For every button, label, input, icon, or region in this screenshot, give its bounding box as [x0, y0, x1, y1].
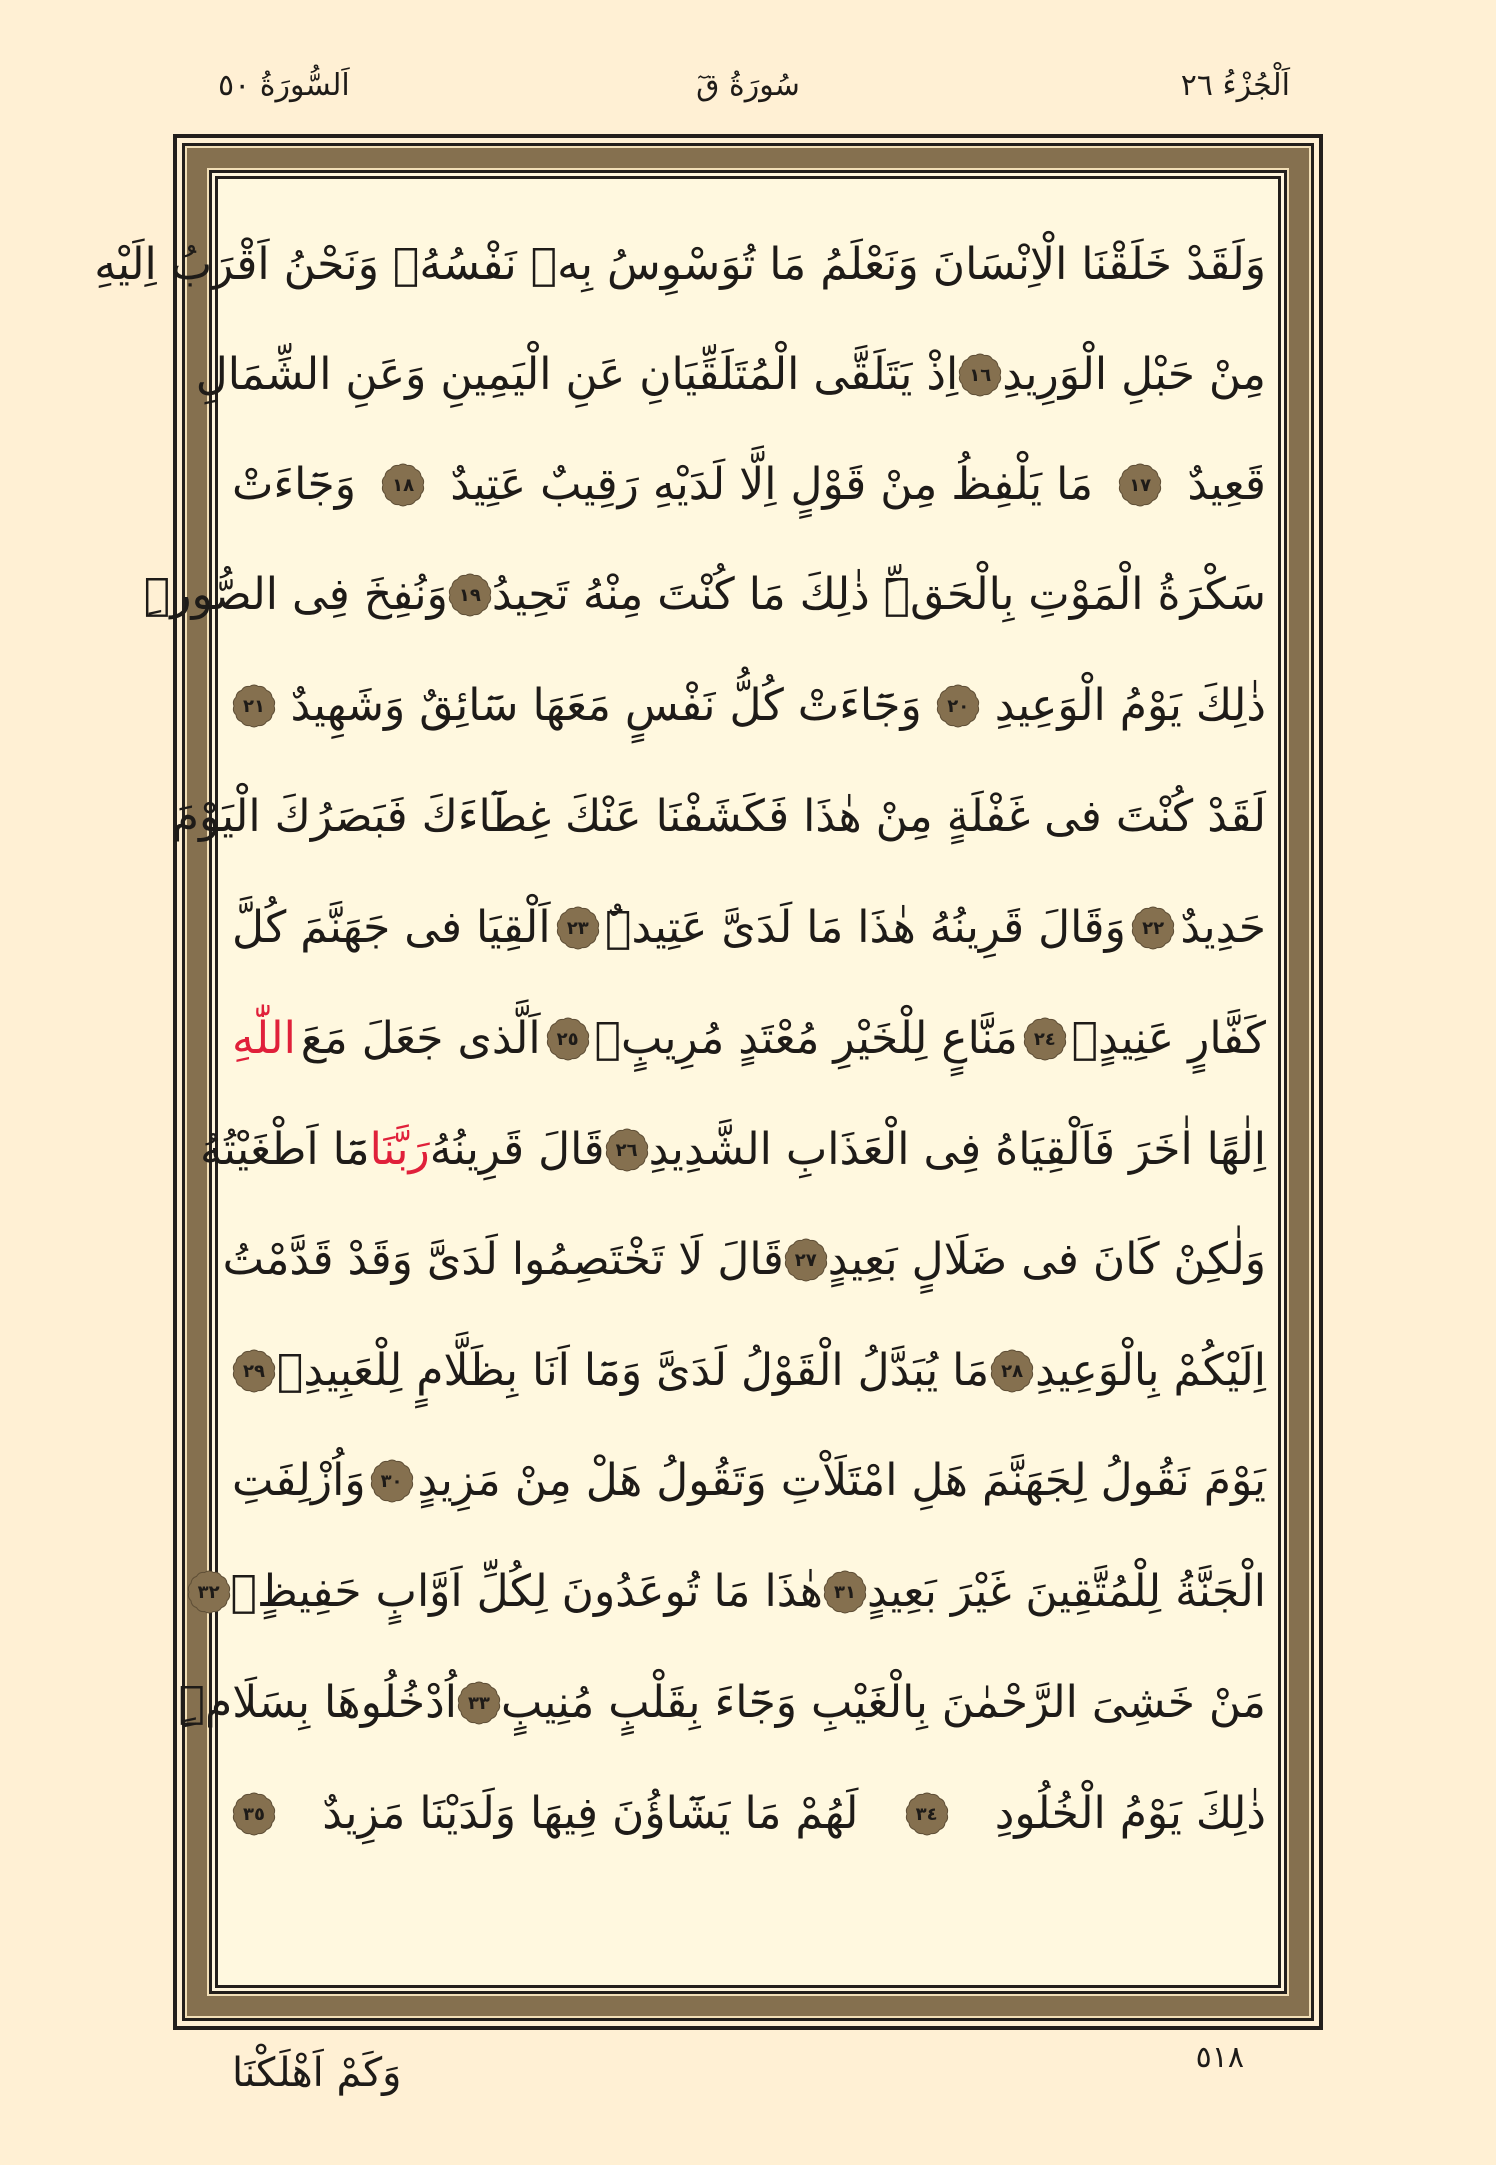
- verse-marker-icon: [823, 1570, 867, 1614]
- verse-number: ٢٠: [947, 695, 970, 717]
- verse-number: ٢١: [243, 695, 265, 717]
- divine-name-text: اللّٰهِ: [232, 1013, 296, 1064]
- surah-title: سُورَةُ قٓ: [696, 68, 800, 103]
- verse-marker-icon: [556, 906, 600, 950]
- divine-name-text: رَبَّنَا: [369, 1124, 430, 1175]
- verse-text: وَقَالَ قَرِينُهُ هٰذَا مَا لَدَىَّ عَتِيدٌۜ: [605, 902, 1126, 953]
- verse-number: ١٨: [392, 474, 415, 496]
- verse-marker-icon: [448, 573, 492, 617]
- verse-text: اِذْ يَتَلَقَّى الْمُتَلَقِّيَانِ عَنِ الْيَمِينِ وَعَنِ الشِّمَالِ: [195, 349, 959, 400]
- verse-text: مِنْ حَبْلِ الْوَرِيدِ: [1002, 349, 1266, 400]
- verse-text: وَاُزْلِفَتِ: [232, 1455, 366, 1506]
- verse-number: ١٩: [458, 584, 481, 606]
- verse-text: حَدِيدٌ: [1180, 902, 1266, 953]
- text-line: [197, 1542, 1266, 1642]
- text-line: [199, 1100, 1266, 1200]
- text-line: [232, 656, 1266, 756]
- text-line: [222, 1210, 1266, 1310]
- verse-text: اَلْقِيَا فى جَهَنَّمَ كُلَّ: [232, 902, 551, 953]
- verse-marker-icon: [232, 1349, 276, 1393]
- text-line: [232, 989, 1266, 1089]
- verse-text: قَعِيدٌ: [1187, 459, 1266, 510]
- text-line: [232, 1764, 1266, 1864]
- verse-text: هٰذَا مَا تُوعَدُونَ لِكُلِّ اَوَّابٍ حَفِيظٍۚ: [230, 1566, 823, 1617]
- text-line: [195, 325, 1266, 425]
- verse-text: اِلَيْكُمْ بِالْوَعِيدِ: [1035, 1345, 1266, 1396]
- verse-text: ذٰلِكَ يَوْمُ الْخُلُودِ: [994, 1788, 1266, 1839]
- verse-text: قَالَ قَرِينُهُ: [429, 1124, 605, 1175]
- verse-text: اِلٰهًا اٰخَرَ فَاَلْقِيَاهُ فِى الْعَذَابِ الشَّدِيدِ: [648, 1124, 1266, 1175]
- verse-marker-icon: [381, 463, 425, 507]
- surah-number-label: اَلسُّورَةُ ٥٠: [218, 68, 350, 103]
- verse-number: ٣١: [834, 1581, 856, 1603]
- verse-marker-icon: [457, 1681, 501, 1725]
- text-line: [232, 435, 1266, 535]
- verse-text: ذٰلِكَ يَوْمُ الْوَعِيدِ: [994, 680, 1266, 731]
- verse-number: ٣٣: [467, 1692, 490, 1714]
- text-line: [232, 1431, 1266, 1531]
- verse-marker-icon: [370, 1459, 414, 1503]
- verse-text: اُدْخُلُوهَا بِسَلَامٍۜ: [178, 1677, 457, 1728]
- verse-marker-icon: [546, 1017, 590, 1061]
- verse-number: ٣٥: [243, 1803, 265, 1825]
- verse-number: ١٦: [969, 364, 992, 386]
- verse-text: كَفَّارٍ عَنِيدٍۙ: [1071, 1013, 1266, 1064]
- verse-marker-icon: [187, 1570, 231, 1614]
- verse-marker-icon: [958, 353, 1002, 397]
- verse-number: ٣٠: [380, 1470, 403, 1492]
- verse-text: اَلَّذى جَعَلَ مَعَ: [300, 1013, 541, 1064]
- verse-marker-icon: [1023, 1017, 1067, 1061]
- quran-text-area: [94, 215, 1266, 1985]
- verse-text: وَلَقَدْ خَلَقْنَا الْاِنْسَانَ وَنَعْلَمُ مَا تُوَسْوِسُ بِهٖ نَفْسُهُۚ وَنَحْنُ اَقْرَبُ اِلَيْهِ: [94, 239, 1266, 290]
- verse-marker-icon: [232, 684, 276, 728]
- verse-text: وَنُفِخَ فِى الصُّورِۜ: [143, 569, 448, 620]
- verse-marker-icon: [990, 1349, 1034, 1393]
- verse-text: مَنَّاعٍ لِلْخَيْرِ مُعْتَدٍ مُرِيبٍۙ: [594, 1013, 1018, 1064]
- text-line: [94, 215, 1266, 315]
- page-number: ٥١٨: [1195, 2040, 1244, 2075]
- verse-number: ٢٦: [615, 1139, 638, 1161]
- text-line: [232, 1321, 1266, 1421]
- verse-text: مَا يُبَدَّلُ الْقَوْلُ لَدَىَّ وَمَٓا اَنَا بِظَلَّامٍ لِلْعَبِيدِۖ: [276, 1345, 990, 1396]
- verse-number: ٢٣: [566, 917, 589, 939]
- text-line: [232, 878, 1266, 978]
- verse-number: ٢٧: [794, 1249, 817, 1271]
- verse-marker-icon: [232, 1792, 276, 1836]
- verse-text: وَجَٓاءَتْ: [232, 459, 356, 510]
- verse-text: مَنْ خَشِىَ الرَّحْمٰنَ بِالْغَيْبِ وَجَٓاءَ بِقَلْبٍ مُنِيبٍ: [500, 1677, 1266, 1728]
- verse-marker-icon: [1131, 906, 1175, 950]
- page-header: [0, 68, 1496, 118]
- verse-number: ١٧: [1129, 474, 1152, 496]
- text-line: [171, 767, 1266, 867]
- verse-marker-icon: [1118, 463, 1162, 507]
- verse-text: الْجَنَّةُ لِلْمُتَّقِينَ غَيْرَ بَعِيدٍ: [867, 1566, 1266, 1617]
- verse-text: لَهُمْ مَا يَشَٓاؤُنَ فِيهَا وَلَدَيْنَا مَزِيدٌ: [322, 1788, 859, 1839]
- verse-marker-icon: [936, 684, 980, 728]
- juz-label: اَلْجُزْءُ ٢٦: [1180, 68, 1290, 103]
- verse-marker-icon: [905, 1792, 949, 1836]
- verse-text: سَكْرَةُ الْمَوْتِ بِالْحَقِّۜ ذٰلِكَ مَا كُنْتَ مِنْهُ تَحِيدُ: [491, 569, 1266, 620]
- text-line: [143, 545, 1266, 645]
- verse-number: ٢٥: [556, 1028, 579, 1050]
- verse-number: ٢٩: [243, 1360, 265, 1382]
- verse-number: ٢٨: [1001, 1360, 1024, 1382]
- verse-text: قَالَ لَا تَخْتَصِمُوا لَدَىَّ وَقَدْ قَدَّمْتُ: [222, 1234, 784, 1285]
- verse-text: مَٓا اَطْغَيْتُهُ: [199, 1124, 370, 1175]
- verse-text: وَلٰكِنْ كَانَ فى ضَلَالٍ بَعِيدٍ: [827, 1234, 1266, 1285]
- verse-text: لَقَدْ كُنْتَ فى غَفْلَةٍ مِنْ هٰذَا فَكَشَفْنَا عَنْكَ غِطَٓاءَكَ فَبَصَرُكَ الْيَوْمَ: [171, 791, 1266, 842]
- verse-text: مَا يَلْفِظُ مِنْ قَوْلٍ اِلَّا لَدَيْهِ رَقِيبٌ عَتِيدٌ: [450, 459, 1094, 510]
- text-line: [178, 1653, 1266, 1753]
- verse-text: يَوْمَ نَقُولُ لِجَهَنَّمَ هَلِ امْتَلَاْتِ وَتَقُولُ هَلْ مِنْ مَزِيدٍ: [417, 1455, 1266, 1506]
- verse-number: ٢٢: [1142, 917, 1165, 939]
- verse-text: وَجَٓاءَتْ كُلُّ نَفْسٍ مَعَهَا سَٓائِقٌ وَشَهِيدٌ: [290, 680, 922, 731]
- verse-marker-icon: [784, 1238, 828, 1282]
- verse-number: ٣٢: [197, 1581, 220, 1603]
- verse-number: ٢٤: [1033, 1028, 1056, 1050]
- verse-number: ٣٤: [915, 1803, 938, 1825]
- catchword: وَكَمْ اَهْلَكْنَا: [232, 2050, 402, 2096]
- verse-marker-icon: [605, 1128, 649, 1172]
